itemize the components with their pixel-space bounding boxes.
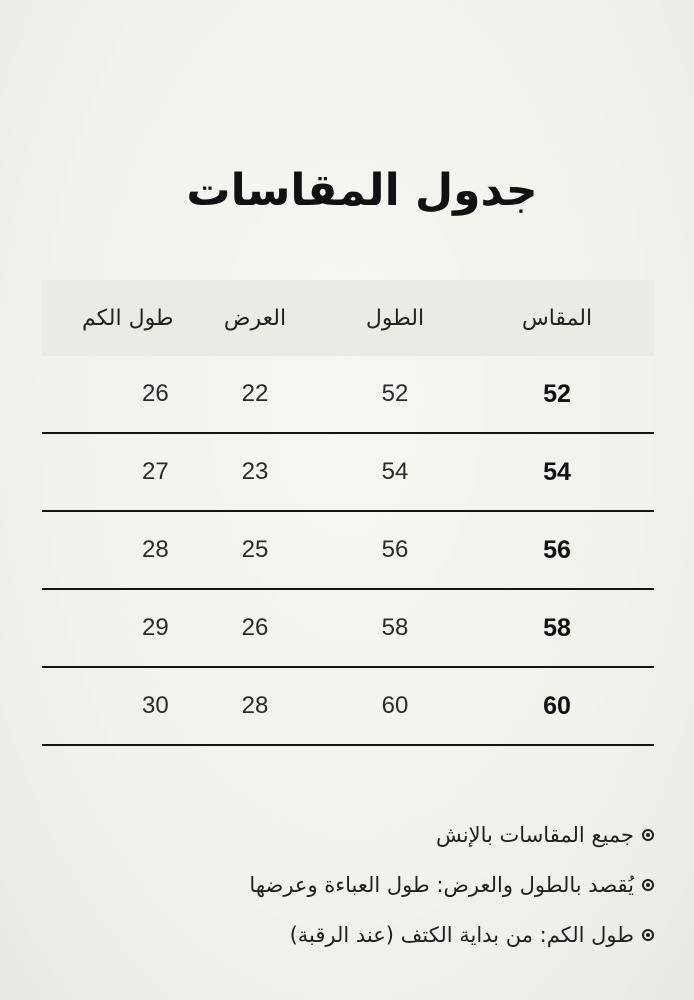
list-item xyxy=(94,810,654,860)
table-row xyxy=(42,590,654,668)
cell-length: 54 xyxy=(381,458,409,485)
circle-bullet-icon xyxy=(642,929,654,941)
cell-size: 54 xyxy=(543,457,571,486)
cell-width: 22 xyxy=(241,380,269,407)
table-row xyxy=(42,356,654,434)
note-text: جميع المقاسات بالإنش xyxy=(436,823,634,847)
cell-length: 58 xyxy=(381,614,409,641)
page-title: جدول المقاسات xyxy=(186,165,538,216)
cell-sleeve: 29 xyxy=(142,614,169,641)
header-sleeve: طول الكم xyxy=(82,305,174,331)
cell-width: 25 xyxy=(241,536,269,563)
cell-width: 23 xyxy=(241,458,269,485)
size-table xyxy=(42,280,654,746)
table-row xyxy=(42,512,654,590)
table-row xyxy=(42,434,654,512)
header-size: المقاس xyxy=(521,305,593,331)
table-row xyxy=(42,668,654,746)
circle-bullet-icon xyxy=(642,829,654,841)
cell-length: 56 xyxy=(381,536,409,563)
header-width: العرض xyxy=(223,305,287,331)
list-item xyxy=(94,860,654,910)
circle-bullet-icon xyxy=(642,879,654,891)
cell-size: 56 xyxy=(543,535,571,564)
cell-size: 60 xyxy=(543,691,571,720)
cell-width: 28 xyxy=(241,692,269,719)
cell-sleeve: 30 xyxy=(142,692,169,719)
cell-width: 26 xyxy=(241,614,269,641)
cell-sleeve: 27 xyxy=(142,458,169,485)
cell-sleeve: 26 xyxy=(142,380,169,407)
note-text: طول الكم: من بداية الكتف (عند الرقبة) xyxy=(289,923,634,947)
cell-size: 52 xyxy=(543,379,571,408)
cell-length: 52 xyxy=(381,380,409,407)
cell-sleeve: 28 xyxy=(142,536,169,563)
header-length: الطول xyxy=(365,305,425,331)
note-text: يُقصد بالطول والعرض: طول العباءة وعرضها xyxy=(249,873,634,897)
cell-size: 58 xyxy=(543,613,571,642)
notes-list xyxy=(94,810,654,960)
list-item xyxy=(94,910,654,960)
cell-length: 60 xyxy=(381,692,409,719)
table-header xyxy=(42,280,654,356)
